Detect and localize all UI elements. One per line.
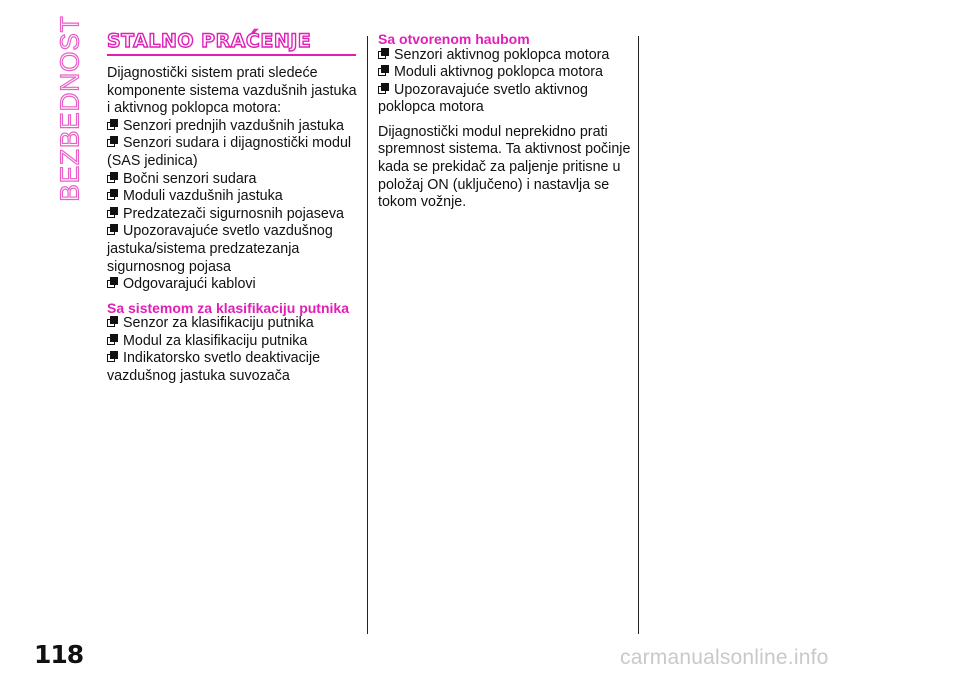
list-item: Moduli aktivnog poklopca motora [378, 64, 633, 82]
bullet-icon [107, 224, 119, 236]
list-item: Indikatorsko svetlo deaktivacije vazdušnog jastuka suvozača [107, 350, 321, 384]
subheading: Sa sistemom za klasifikaciju putnika [107, 299, 349, 316]
column-divider [638, 36, 639, 634]
right-column [378, 32, 633, 212]
bullet-icon [107, 316, 119, 328]
list-item: Senzori aktivnog poklopca motora [378, 47, 633, 65]
left-column [107, 30, 359, 386]
list-item: Moduli vazdušnih jastuka [107, 188, 359, 206]
bullet-icon [107, 189, 119, 201]
list-item: Predzatezači sigurnosnih pojaseva [107, 206, 359, 224]
section-side-label: BEZBEDNOST [54, 14, 85, 202]
hood-list [378, 47, 633, 117]
intro-paragraph: Dijagnostički sistem prati sledeće komponente sistema vazdušnih jastuka i aktivnog poklopca motora: [107, 65, 357, 117]
watermark: carmanualsonline.info [620, 646, 829, 669]
bullet-icon [107, 136, 119, 148]
bullet-icon [107, 207, 119, 219]
bullet-icon [107, 172, 119, 184]
bullet-icon [378, 83, 390, 95]
subheading: Sa otvorenom haubom [378, 31, 530, 47]
bullet-icon [107, 351, 119, 363]
section-title: STALNO PRAĆENJE [107, 30, 356, 56]
bullet-icon [107, 119, 119, 131]
classification-list [107, 315, 359, 385]
page-number: 118 [34, 640, 84, 669]
list-item: Bočni senzori sudara [107, 171, 359, 189]
bullet-icon [378, 65, 390, 77]
monitoring-paragraph: Dijagnostički modul neprekidno prati spremnost sistema. Ta aktivnost počinje kada se prekidač za paljenje pritisne u položaj ON (uključeno) i nastavlja se tokom vožnje. [378, 123, 631, 211]
list-item: Upozoravajuće svetlo aktivnog poklopca motora [378, 81, 588, 116]
list-item: Senzori sudara i dijagnostički modul (SAS jedinica) [107, 135, 352, 169]
list-item: Odgovarajući kablovi [107, 276, 359, 294]
list-item: Senzor za klasifikaciju putnika [107, 315, 359, 333]
list-item: Senzori prednjih vazdušnih jastuka [107, 118, 359, 136]
list-item: Upozoravajuće svetlo vazdušnog jastuka/sistema predzatezanja sigurnosnog pojasa [107, 223, 333, 275]
bullet-icon [378, 48, 390, 60]
list-item: Modul za klasifikaciju putnika [107, 333, 359, 351]
component-list [107, 118, 359, 294]
column-divider [367, 36, 368, 634]
bullet-icon [107, 334, 119, 346]
bullet-icon [107, 277, 119, 289]
